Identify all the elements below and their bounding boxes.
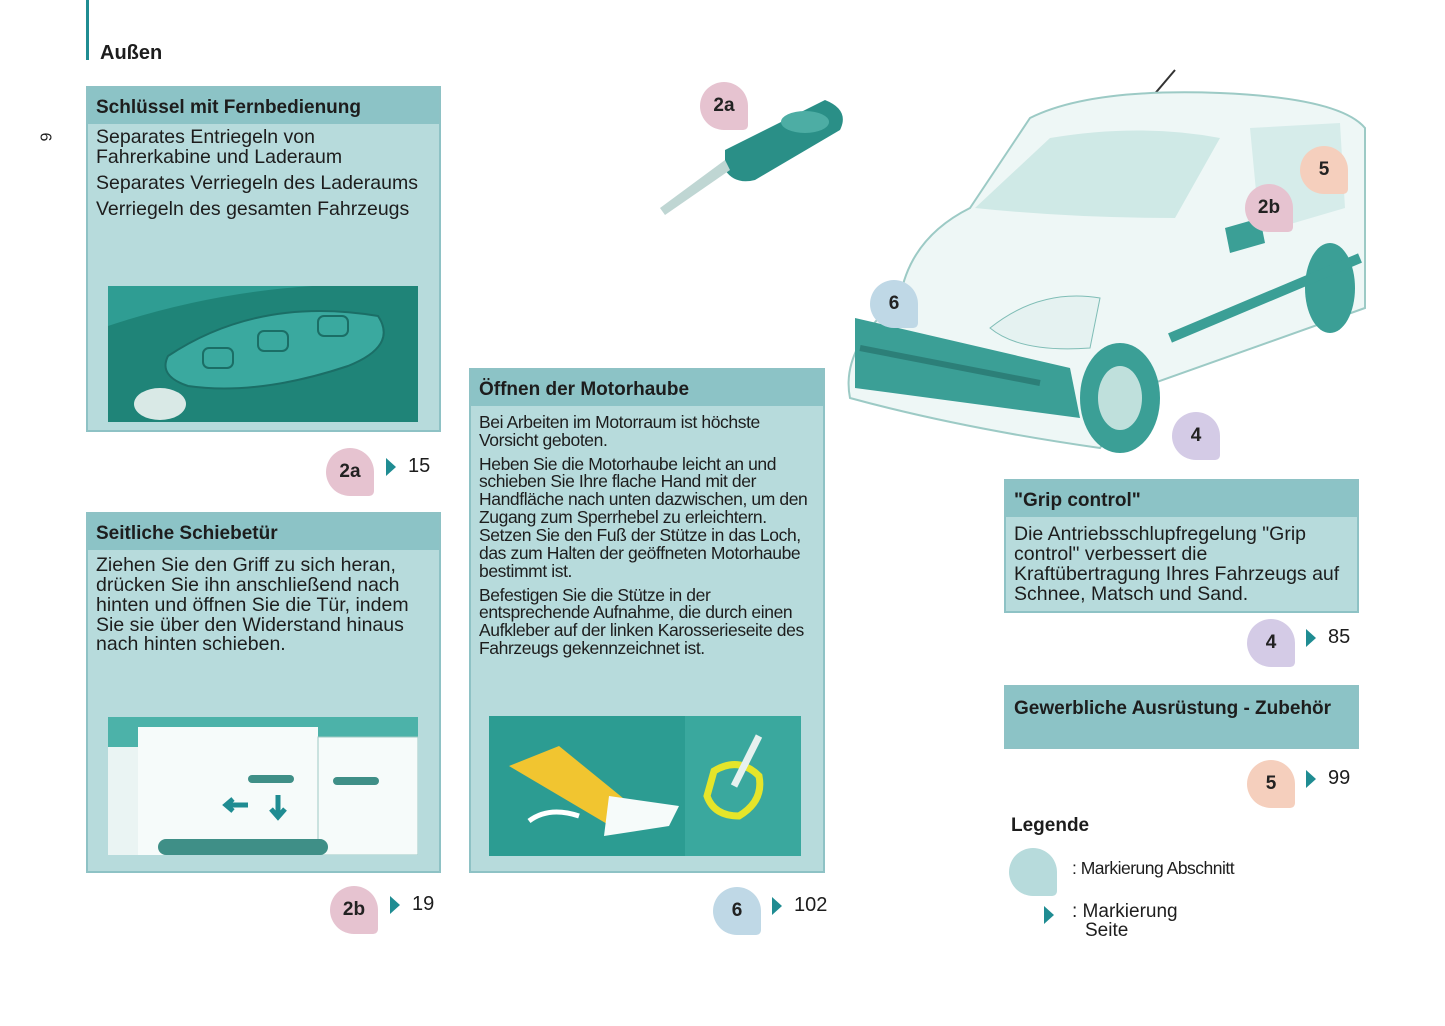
grip-page-number: 85	[1328, 626, 1351, 648]
legend-page-label	[1072, 902, 1178, 941]
key-item-2: Separates Verriegeln des Laderaums	[96, 171, 418, 194]
commercial-equipment-box	[1004, 685, 1359, 749]
sliding-door-text: Ziehen Sie den Griff zu sich heran, drücken Sie ihn anschließend nach hinten und öffnen Sie die Tür, indem Sie sie über den Widerstand hinaus nach hinten schieben.	[96, 553, 409, 656]
key-item-3: Verriegeln des gesamten Fahrzeugs	[96, 197, 410, 220]
page-number: 6	[36, 132, 54, 142]
key-remote-box	[86, 86, 441, 432]
badge-2a: 2a	[326, 448, 374, 496]
badge-roof-5: 5	[1300, 146, 1348, 194]
van-image	[840, 68, 1375, 468]
badge-2b: 2b	[330, 886, 378, 934]
key-image	[655, 90, 850, 225]
hood-box	[469, 368, 825, 873]
key-remote-title: Schlüssel mit Fernbedienung	[88, 88, 439, 124]
page-arrow-icon	[390, 896, 400, 914]
hood-paragraph-2: Heben Sie die Motorhaube leicht an und schieben Sie Ihre flache Hand mit der Handfläche nach unten dazwischen, um den Zugang zum Sperrhebel zu erleichtern. Setzen Sie den Fuß der Stütze in das Loch, das zum Halten der geöffneten Motorhaube bestimmt ist.	[479, 453, 808, 581]
sliding-door-page-number: 19	[412, 893, 435, 915]
hood-paragraph-3: Befestigen Sie die Stütze in der entsprechende Aufnahme, die durch einen Aufkleber auf der linken Karosserieseite des Fahrzeugs gekennzeichnet ist.	[479, 584, 804, 659]
sliding-door-page-ref[interactable]	[390, 893, 434, 916]
commercial-page-number: 99	[1328, 767, 1351, 789]
key-page-number: 15	[408, 455, 431, 477]
hood-support-image	[489, 716, 801, 856]
badge-key-2a: 2a	[700, 82, 748, 130]
sliding-door-image	[108, 717, 418, 855]
badge-hood-6: 6	[870, 280, 918, 328]
legend-page-label-line1: : Markierung	[1072, 901, 1178, 922]
hood-page-ref[interactable]	[772, 894, 827, 917]
badge-door-2b: 2b	[1245, 184, 1293, 232]
page-arrow-icon	[1306, 770, 1316, 788]
key-item-1: Separates Entriegeln von Fahrerkabine und Laderaum	[96, 125, 343, 168]
commercial-equipment-title: Gewerbliche Ausrüstung - Zubehör	[1014, 698, 1332, 719]
legend-title: Legende	[1011, 815, 1090, 836]
badge-4: 4	[1247, 619, 1295, 667]
page-arrow-icon	[772, 897, 782, 915]
section-title: Außen	[100, 42, 163, 64]
key-buttons-image	[108, 286, 418, 422]
legend-section-label: : Markierung Abschnitt	[1072, 858, 1235, 878]
page-arrow-icon	[1306, 629, 1316, 647]
section-bar	[86, 0, 89, 60]
legend-page-label-line2: Seite	[1085, 920, 1129, 942]
legend-page-arrow-icon	[1044, 906, 1054, 929]
hood-title: Öffnen der Motorhaube	[471, 370, 823, 406]
grip-control-box	[1004, 479, 1359, 613]
commercial-page-ref[interactable]	[1306, 767, 1350, 790]
sliding-door-box	[86, 512, 441, 873]
badge-6: 6	[713, 887, 761, 935]
badge-wheel-4: 4	[1172, 412, 1220, 460]
grip-control-text: Die Antriebsschlupfregelung "Grip control" verbessert die Kraftübertragung Ihres Fahrzeugs auf Schnee, Matsch und Sand.	[1014, 522, 1340, 605]
badge-5: 5	[1247, 760, 1295, 808]
grip-page-ref[interactable]	[1306, 626, 1350, 649]
key-page-ref[interactable]	[386, 455, 430, 478]
sliding-door-title: Seitliche Schiebetür	[88, 514, 439, 550]
hood-page-number: 102	[794, 894, 828, 916]
grip-control-title: "Grip control"	[1006, 481, 1357, 517]
legend-section-bubble	[1009, 848, 1057, 896]
page-arrow-icon	[386, 458, 396, 476]
hood-paragraph-1: Bei Arbeiten im Motorraum ist höchste Vorsicht geboten.	[479, 411, 760, 450]
